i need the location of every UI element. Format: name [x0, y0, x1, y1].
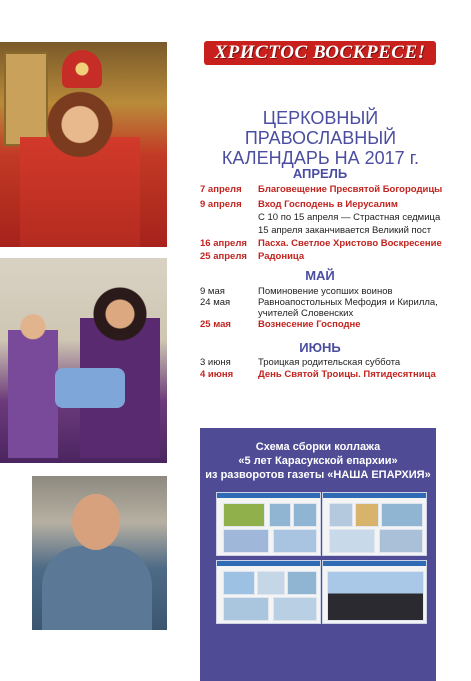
- map-thumb: [223, 503, 265, 527]
- event-text: Поминовение усопших воинов: [258, 286, 393, 297]
- clergy-photo: [0, 258, 167, 463]
- church-thumb: [293, 503, 317, 527]
- easter-banner: [204, 41, 436, 65]
- mitre: [62, 50, 102, 88]
- church-thumb: [329, 503, 353, 527]
- newspaper-spread: [216, 492, 321, 556]
- calendar-title-line1: ЦЕРКОВНЫЙ ПРАВОСЛАВНЫЙ: [244, 108, 397, 148]
- bishop-photo: [0, 42, 167, 247]
- collage-title: [200, 440, 436, 482]
- spread-header: [323, 561, 426, 566]
- event-date: 25 апреля: [200, 251, 247, 262]
- bishop-figure: [20, 82, 140, 247]
- officer-head: [72, 494, 120, 550]
- spread-header: [217, 493, 320, 498]
- church-thumb: [381, 503, 423, 527]
- month-may: МАЙ: [305, 268, 335, 283]
- banner-text: ХРИСТОС ВОСКРЕСЕ!: [214, 42, 426, 63]
- event-date: 3 июня: [200, 357, 231, 368]
- church-thumb: [329, 529, 375, 553]
- event-text: Вход Господень в Иерусалим: [258, 199, 398, 210]
- newspaper-spread: [216, 560, 321, 624]
- collage-title-line3: из разворотов газеты «НАША ЕПАРХИЯ»: [205, 469, 431, 481]
- event-date: 9 апреля: [200, 199, 242, 210]
- church-thumb: [269, 503, 291, 527]
- event-date: 9 мая: [200, 286, 225, 297]
- event-text: С 10 по 15 апреля — Страстная седмица: [258, 212, 441, 223]
- event-text: Равноапостольных Мефодия и Кирилла,: [258, 297, 438, 308]
- month-june: ИЮНЬ: [299, 340, 341, 355]
- event-text: Благовещение Пресвятой Богородицы: [258, 184, 443, 195]
- church-thumb: [287, 571, 317, 595]
- event-date: 4 июня: [200, 369, 234, 380]
- event-text: Троицкая родительская суббота: [258, 357, 401, 368]
- church-thumb: [223, 571, 255, 595]
- event-text: Пасха. Светлое Христово Воскресение: [258, 238, 442, 249]
- church-thumb: [223, 529, 269, 553]
- deacon-figure: [8, 298, 58, 458]
- event-text: День Святой Троицы. Пятидесятница: [258, 369, 436, 380]
- event-text: Вознесение Господне: [258, 319, 361, 330]
- newspaper-spread: [322, 492, 427, 556]
- church-thumb: [273, 529, 317, 553]
- officer-photo: [32, 476, 167, 630]
- church-thumb: [355, 503, 379, 527]
- event-date: 16 апреля: [200, 238, 247, 249]
- collage-panel: [200, 428, 436, 681]
- church-thumb: [379, 529, 423, 553]
- collage-title-line1: Схема сборки коллажа: [255, 441, 381, 453]
- calendar-title-line2: КАЛЕНДАРЬ НА 2017 г.: [221, 148, 420, 168]
- collage-title-line2: «5 лет Карасукской епархии»: [238, 455, 398, 467]
- spread-header: [323, 493, 426, 498]
- officer-body: [42, 546, 152, 630]
- event-text: Радоница: [258, 251, 305, 262]
- event-date: 25 мая: [200, 319, 231, 330]
- month-april: АПРЕЛЬ: [292, 166, 348, 181]
- event-text: учителей Словенских: [258, 308, 354, 319]
- church-thumb: [223, 597, 269, 621]
- newspaper-spread: [322, 560, 427, 624]
- event-date: 24 мая: [200, 297, 231, 308]
- church-thumb: [257, 571, 285, 595]
- event-date: 7 апреля: [200, 184, 242, 195]
- event-text: 15 апреля заканчивается Великий пост: [258, 225, 432, 236]
- calendar-title: [198, 108, 443, 168]
- group-photo-thumb: [327, 571, 424, 621]
- spread-header: [217, 561, 320, 566]
- altar-cloth: [55, 368, 125, 408]
- church-thumb: [273, 597, 317, 621]
